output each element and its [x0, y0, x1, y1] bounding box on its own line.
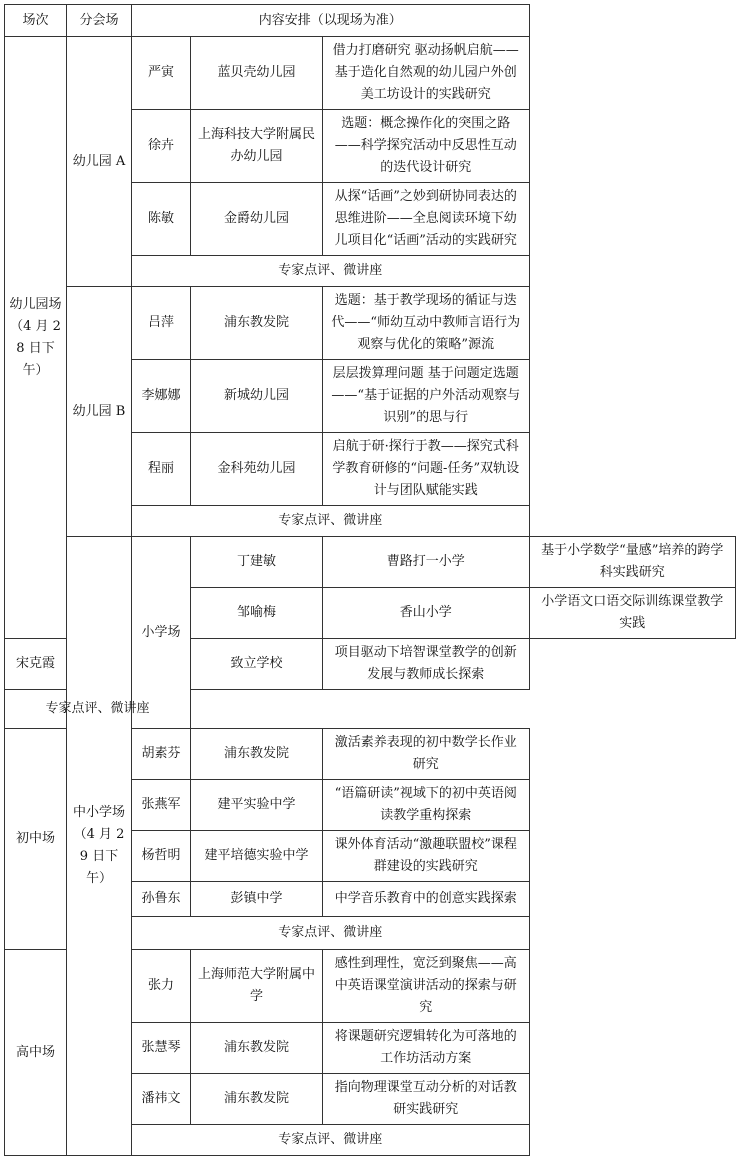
- header-branch: 分会场: [67, 5, 132, 37]
- unit: 浦东教发院: [191, 1023, 323, 1074]
- speaker: 杨哲明: [132, 831, 191, 882]
- branch-name: 高中场: [5, 950, 67, 1156]
- unit: 浦东教发院: [191, 1074, 323, 1125]
- speaker: 程丽: [132, 433, 191, 506]
- speaker: 潘祎文: [132, 1074, 191, 1125]
- topic: 项目驱动下培智课堂教学的创新发展与教师成长探索: [323, 639, 530, 690]
- unit: 金爵幼儿园: [191, 183, 323, 256]
- session-label: 中小学场（4 月 29 日下午）: [67, 537, 132, 1156]
- topic: 激活素养表现的初中数学长作业研究: [323, 729, 530, 780]
- branch-name: 初中场: [5, 729, 67, 950]
- unit: 彭镇中学: [191, 882, 323, 917]
- header-row: [5, 5, 736, 37]
- expert-review: 专家点评、微讲座: [132, 256, 530, 287]
- speaker: 胡素芬: [132, 729, 191, 780]
- topic: 借力打磨研究 驱动扬帆启航——基于造化自然观的幼儿园户外创美工坊设计的实践研究: [323, 37, 530, 110]
- expert-review: 专家点评、微讲座: [132, 917, 530, 950]
- unit: 曹路打一小学: [323, 537, 530, 588]
- unit: 金科苑幼儿园: [191, 433, 323, 506]
- unit: 建平实验中学: [191, 780, 323, 831]
- header-content: 内容安排（以现场为准）: [132, 5, 530, 37]
- topic: 中学音乐教育中的创意实践探索: [323, 882, 530, 917]
- topic: 小学语文口语交际训练课堂教学实践: [529, 588, 736, 639]
- speaker: 陈敏: [132, 183, 191, 256]
- speaker: 严寅: [132, 37, 191, 110]
- speaker: 宋克霞: [5, 639, 67, 690]
- topic: 选题：基于教学现场的循证与迭代——“师幼互动中教师言语行为观察与优化的策略”源流: [323, 287, 530, 360]
- schedule-table: [4, 4, 736, 1156]
- speaker: 张燕军: [132, 780, 191, 831]
- table-row: [5, 287, 736, 360]
- speaker: 李娜娜: [132, 360, 191, 433]
- session-label: 幼儿园场（4 月 28 日下午）: [5, 37, 67, 639]
- topic: 指向物理课堂互动分析的对话教研实践研究: [323, 1074, 530, 1125]
- expert-review: 专家点评、微讲座: [132, 1125, 530, 1156]
- topic: 从探“话画”之妙到研协同表达的思维进阶——全息阅读环境下幼儿项目化“话画”活动的实践研究: [323, 183, 530, 256]
- speaker: 孙鲁东: [132, 882, 191, 917]
- speaker: 丁建敏: [191, 537, 323, 588]
- unit: 蓝贝壳幼儿园: [191, 37, 323, 110]
- speaker: 吕萍: [132, 287, 191, 360]
- topic: 层层拨算理问题 基于问题定选题 ——“基于证据的户外活动观察与识别”的思与行: [323, 360, 530, 433]
- unit: 浦东教发院: [191, 729, 323, 780]
- topic: 感性到理性，宽泛到聚焦——高中英语课堂演讲活动的探索与研究: [323, 950, 530, 1023]
- expert-row: [5, 690, 736, 729]
- unit: 上海师范大学附属中学: [191, 950, 323, 1023]
- topic: 基于小学数学“量感”培养的跨学科实践研究: [529, 537, 736, 588]
- unit: 上海科技大学附属民办幼儿园: [191, 110, 323, 183]
- speaker: 徐卉: [132, 110, 191, 183]
- unit: 浦东教发院: [191, 287, 323, 360]
- speaker: 张力: [132, 950, 191, 1023]
- branch-name: 幼儿园 B: [67, 287, 132, 537]
- expert-review: 专家点评、微讲座: [132, 506, 530, 537]
- branch-name: 幼儿园 A: [67, 37, 132, 287]
- unit: 建平培德实验中学: [191, 831, 323, 882]
- topic: “语篇研读”视域下的初中英语阅读教学重构探索: [323, 780, 530, 831]
- topic: 将课题研究逻辑转化为可落地的工作坊活动方案: [323, 1023, 530, 1074]
- speaker: 张慧琴: [132, 1023, 191, 1074]
- speaker: 邹喻梅: [191, 588, 323, 639]
- table-row: [5, 537, 736, 588]
- table-row: [5, 37, 736, 110]
- branch-name: 小学场: [132, 537, 191, 729]
- topic: 课外体育活动“激趣联盟校”课程群建设的实践研究: [323, 831, 530, 882]
- unit: 致立学校: [191, 639, 323, 690]
- unit: 香山小学: [323, 588, 530, 639]
- expert-review: 专家点评、微讲座: [5, 690, 191, 729]
- topic: 选题：概念操作化的突围之路——科学探究活动中反思性互动的迭代设计研究: [323, 110, 530, 183]
- header-session: 场次: [5, 5, 67, 37]
- topic: 启航于研·探行于教——探究式科学教育研修的“问题-任务”双轨设计与团队赋能实践: [323, 433, 530, 506]
- unit: 新城幼儿园: [191, 360, 323, 433]
